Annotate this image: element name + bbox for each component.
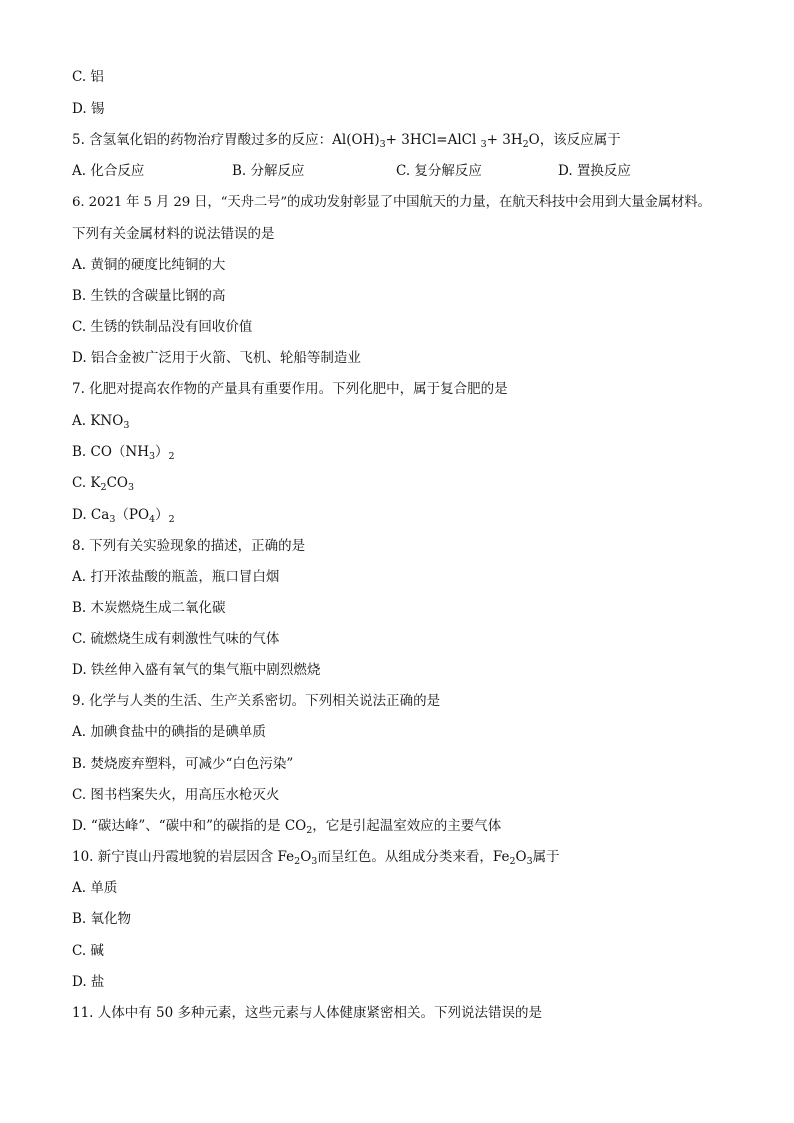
q10-option-d: D. 盐: [72, 974, 105, 990]
q11-stem: 11. 人体中有 50 多种元素，这些元素与人体健康紧密相关。下列说法错误的是: [72, 1005, 543, 1021]
q7-option-a: A. $KNO_3$: [72, 413, 130, 431]
q6-option-d: D. 铝合金被广泛用于火箭、飞机、轮船等制造业: [72, 350, 361, 366]
q8-option-a: A. 打开浓盐酸的瓶盖，瓶口冒白烟: [72, 569, 280, 585]
q7-option-c: C. $K_2CO_3$: [72, 475, 135, 493]
q7-option-d: D. $Ca_3(PO_4)_2$: [72, 507, 175, 525]
q4-option-d: D. 锡: [72, 101, 105, 117]
q8-option-b: B. 木炭燃烧生成二氧化碳: [72, 600, 226, 616]
q6-option-a: A. 黄铜的硬度比纯铜的大: [72, 257, 226, 273]
q4-option-c: C. 铝: [72, 69, 104, 85]
q5-option-c: C. 复分解反应: [396, 163, 482, 179]
q9-option-a: A. 加碘食盐中的碘指的是碘单质: [72, 724, 266, 740]
q10-option-a: A. 单质: [72, 880, 118, 896]
q7-option-b: B. $CO(NH_3)_2$: [72, 444, 175, 462]
q6-option-c: C. 生锈的铁制品没有回收价值: [72, 319, 253, 335]
q9-option-d: D. “碳达峰”、“碳中和”的碳指的是 $CO_2$，它是引起温室效应的主要气体: [72, 818, 502, 836]
q5-stem: 5. 含氢氧化铝的药物治疗胃酸过多的反应：$Al(OH)_3+$ 3HCl=AlCl $_3+ 3H_2O$，该反应属于: [72, 132, 621, 150]
q9-stem: 9. 化学与人类的生活、生产关系密切。下列相关说法正确的是: [72, 693, 441, 709]
q6-option-b: B. 生铁的含碳量比钢的高: [72, 288, 226, 304]
q5-option-d: D. 置换反应: [558, 163, 631, 179]
q8-stem: 8. 下列有关实验现象的描述，正确的是: [72, 538, 306, 554]
q10-stem: 10. 新宁崀山丹霞地貌的岩层因含 $Fe_2O_3$而呈红色。从组成分类来看，$Fe_2O_3$属于: [72, 849, 560, 867]
q8-option-d: D. 铁丝伸入盛有氧气的集气瓶中剧烈燃烧: [72, 662, 321, 678]
q10-option-c: C. 碱: [72, 943, 104, 959]
q6-stem-line1: 6. 2021 年 5 月 29 日，“天舟二号”的成功发射彰显了中国航天的力量，在航天科技中会用到大量金属材料。: [72, 195, 711, 210]
q5-option-b: B. 分解反应: [232, 163, 305, 179]
q7-stem: 7. 化肥对提高农作物的产量具有重要作用。下列化肥中，属于复合肥的是: [72, 381, 508, 397]
q8-option-c: C. 硫燃烧生成有刺激性气味的气体: [72, 631, 280, 647]
q5-option-a: A. 化合反应: [72, 163, 145, 179]
q6-stem-line2: 下列有关金属材料的说法错误的是: [72, 226, 275, 242]
q10-option-b: B. 氧化物: [72, 911, 132, 927]
q9-option-c: C. 图书档案失火，用高压水枪灭火: [72, 787, 280, 803]
q9-option-b: B. 焚烧废弃塑料，可减少“白色污染”: [72, 756, 294, 772]
